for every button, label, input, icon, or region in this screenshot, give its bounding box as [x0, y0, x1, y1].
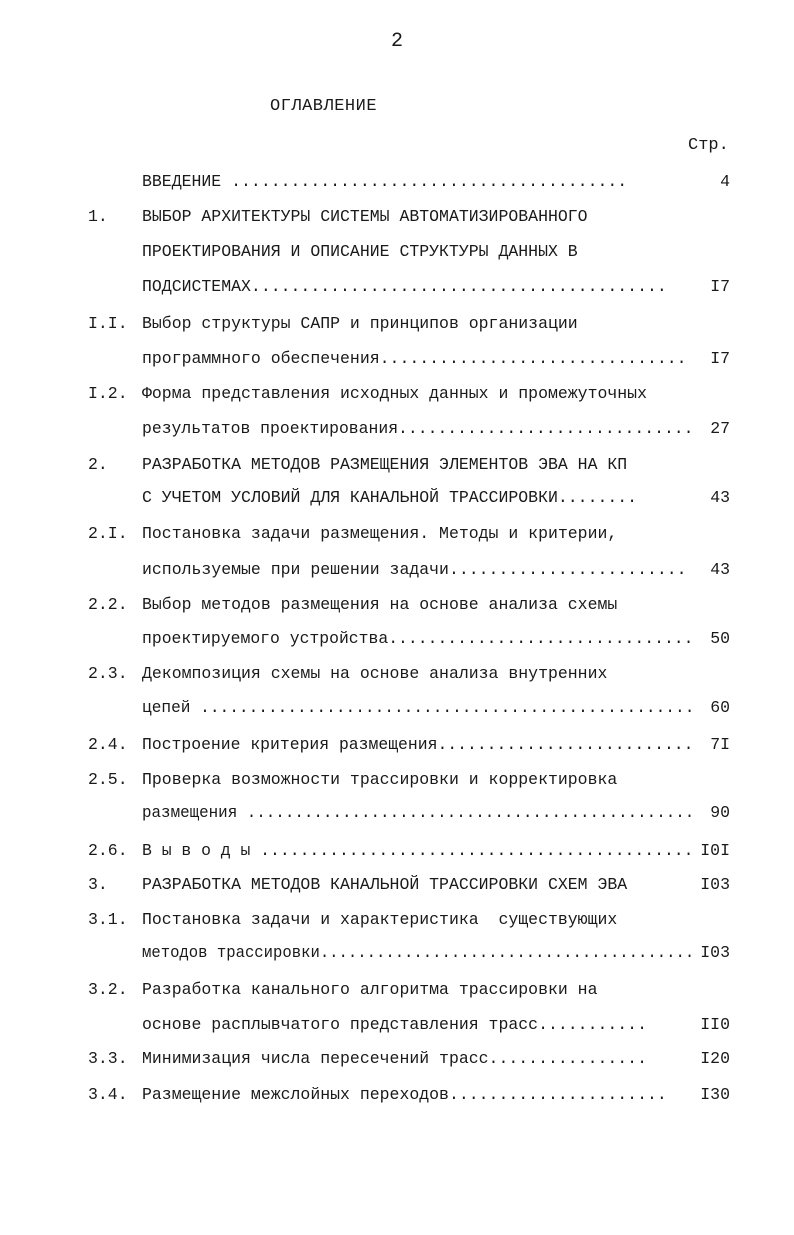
toc-entry-text: С УЧЕТОМ УСЛОВИЙ ДЛЯ КАНАЛЬНОЙ ТРАССИРОВКИ........: [142, 488, 638, 507]
toc-entry-page: I0I: [700, 841, 730, 860]
toc-entry-text: методов трассировки........................................: [142, 943, 695, 962]
toc-entry-page: I7: [710, 277, 730, 296]
toc-entry-number: 2.6.: [88, 841, 128, 860]
toc-entry-text: ВЫБОР АРХИТЕКТУРЫ СИСТЕМЫ АВТОМАТИЗИРОВАННОГО: [142, 207, 588, 226]
toc-entry-number: 2.I.: [88, 524, 128, 543]
toc-entry-text: цепей ...................................................: [142, 698, 695, 717]
toc-entry-number: 2.: [88, 455, 108, 474]
toc-entry-page: I7: [710, 349, 730, 368]
toc-entry-text: Форма представления исходных данных и промежуточных: [142, 384, 647, 403]
toc-entry-text: В ы в о д ы ............................................: [142, 841, 694, 860]
toc-entry-page: 7I: [710, 735, 730, 754]
page-title: ОГЛАВЛЕНИЕ: [270, 97, 378, 116]
toc-entry-page: 90: [710, 803, 730, 822]
page-number: 2: [390, 30, 403, 53]
toc-entry-page: I03: [700, 875, 730, 894]
toc-entry-text: РАЗРАБОТКА МЕТОДОВ КАНАЛЬНОЙ ТРАССИРОВКИ СХЕМ ЭВА: [142, 875, 628, 894]
toc-entry-page: II0: [700, 1015, 730, 1034]
toc-entry-page: 4: [720, 172, 730, 191]
toc-entry-number: 2.2.: [88, 595, 128, 614]
toc-entry-page: 27: [710, 419, 730, 438]
toc-entry-number: I.2.: [88, 384, 128, 403]
toc-entry-text: программного обеспечения...............................: [142, 349, 687, 368]
toc-entry-number: 1.: [88, 207, 108, 226]
toc-entry-text: используемые при решении задачи........................: [142, 560, 687, 579]
toc-entry-text: размещения ...............................................: [142, 803, 695, 822]
page-column-label: Стр.: [688, 136, 729, 155]
toc-entry-text: ПОДСИСТЕМАХ..........................................: [142, 277, 667, 296]
toc-entry-text: ПРОЕКТИРОВАНИЯ И ОПИСАНИЕ СТРУКТУРЫ ДАННЫХ В: [142, 242, 578, 261]
toc-entry-page: I30: [700, 1085, 730, 1104]
toc-entry-number: I.I.: [88, 314, 128, 333]
toc-entry-page: 60: [710, 698, 730, 717]
toc-entry-text: РАЗРАБОТКА МЕТОДОВ РАЗМЕЩЕНИЯ ЭЛЕМЕНТОВ ЭВА НА КП: [142, 455, 628, 474]
toc-entry-text: Выбор методов размещения на основе анализа схемы: [142, 595, 618, 614]
toc-entry-text: Постановка задачи размещения. Методы и критерии,: [142, 524, 618, 543]
toc-entry-page: 50: [710, 629, 730, 648]
toc-entry-text: результатов проектирования..............................: [142, 419, 694, 438]
toc-entry-text: Проверка возможности трассировки и корректировка: [142, 770, 618, 789]
toc-entry-text: Разработка канального алгоритма трассировки на: [142, 980, 598, 999]
toc-entry-text: Декомпозиция схемы на основе анализа внутренних: [142, 664, 608, 683]
toc-entry-text: проектируемого устройства...............................: [142, 629, 694, 648]
toc-entry-page: 43: [710, 560, 730, 579]
toc-entry-number: 3.4.: [88, 1085, 128, 1104]
toc-entry-text: Построение критерия размещения..........................: [142, 735, 694, 754]
toc-entry-text: Постановка задачи и характеристика существующих: [142, 910, 618, 929]
toc-entry-number: 3.: [88, 875, 108, 894]
toc-entry-text: Выбор структуры САПР и принципов организации: [142, 314, 578, 333]
toc-entry-page: 43: [710, 488, 730, 507]
toc-entry-number: 3.3.: [88, 1049, 128, 1068]
toc-entry-text: Размещение межслойных переходов......................: [142, 1085, 667, 1104]
toc-entry-text: Минимизация числа пересечений трасс................: [142, 1049, 647, 1068]
toc-entry-number: 2.3.: [88, 664, 128, 683]
toc-entry-text: ВВЕДЕНИЕ ........................................: [142, 172, 628, 191]
toc-entry-number: 2.5.: [88, 770, 128, 789]
toc-entry-page: I03: [700, 943, 730, 962]
toc-entry-number: 3.2.: [88, 980, 128, 999]
toc-entry-page: I20: [700, 1049, 730, 1068]
toc-entry-number: 2.4.: [88, 735, 128, 754]
toc-entry-number: 3.1.: [88, 910, 128, 929]
toc-entry-text: основе расплывчатого представления трасс...........: [142, 1015, 647, 1034]
